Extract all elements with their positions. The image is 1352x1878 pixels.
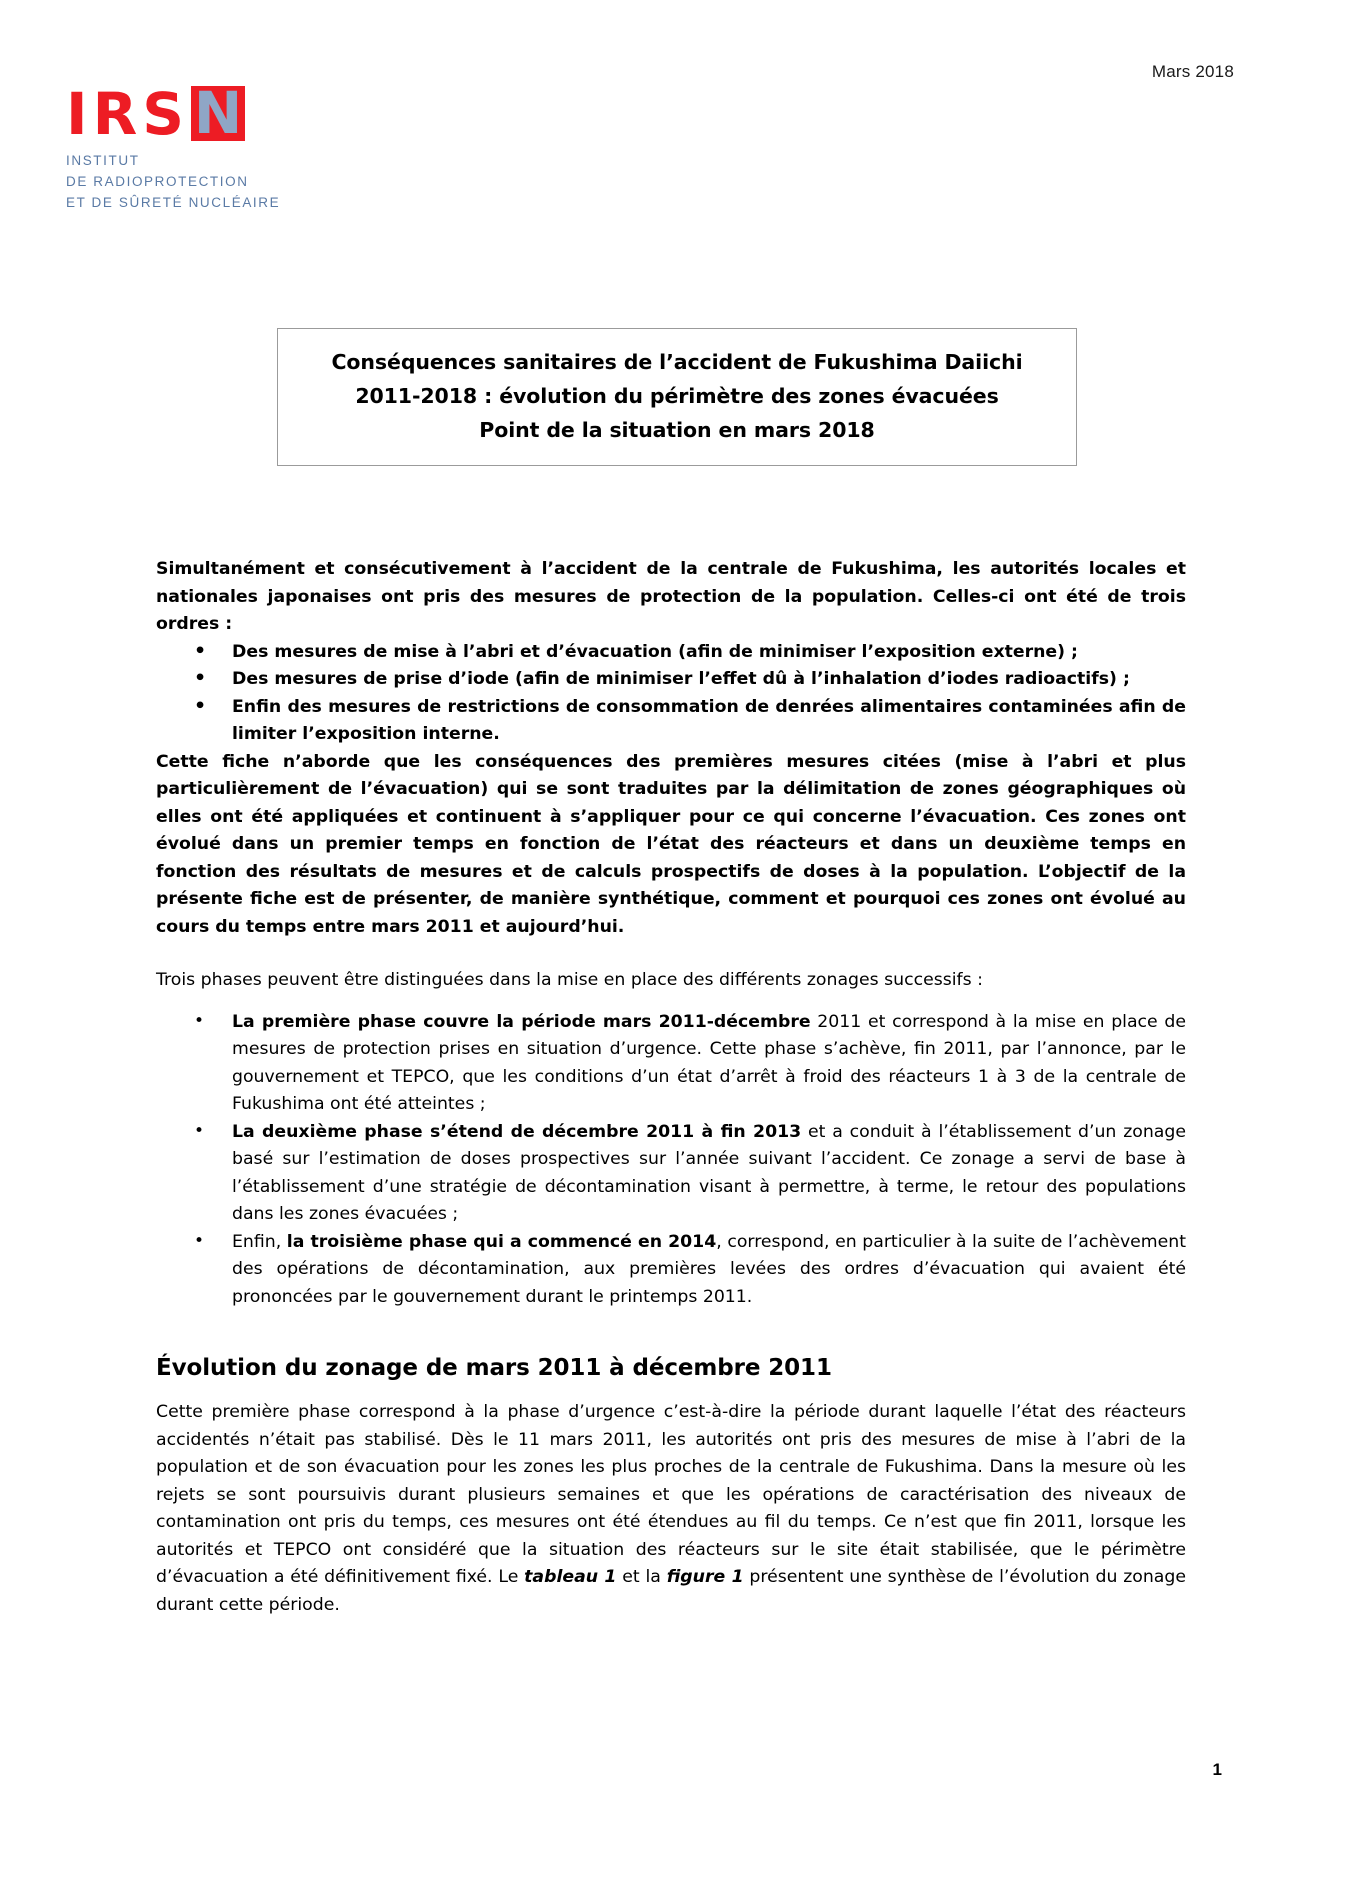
document-title-line-3: Point de la situation en mars 2018 <box>479 418 875 442</box>
irsn-logo-subtitle-line-2: DE RADIOPROTECTION <box>66 174 249 189</box>
phase-1-bold-label: La première phase couvre la période mars 2011-décembre <box>232 1011 811 1032</box>
list-item: • Des mesures de prise d’iode (afin de minimiser l’effet dû à l’inhalation d’iodes radioactifs) ; <box>156 666 1186 694</box>
section-paragraph <box>156 1399 1186 1619</box>
irsn-logo-n-text: N <box>193 79 243 147</box>
list-item <box>156 1009 1186 1119</box>
irsn-logo-subtitle-line-1: INSTITUT <box>66 153 140 168</box>
spacer <box>156 995 1186 1009</box>
document-title-line-1: Conséquences sanitaires de l’accident de Fukushima Daiichi <box>331 350 1023 374</box>
list-item <box>156 1119 1186 1229</box>
irsn-logo-subtitle <box>66 150 280 213</box>
irsn-logo-wordmark <box>66 79 245 148</box>
phase-1-text: 2011 et correspond à la mise en place de mesures de protection prises en situation d’urgence. Cette phase s’achève, fin 2011, par l’annonce, par le gouvernement et TEPCO, que les conditions d’un état d’arrêt à froid des réacteurs 1 à 3 de la centrale de Fukushima ont été atteintes ; <box>232 1011 1186 1114</box>
intro-paragraph-2: Cette fiche n’aborde que les conséquences des premières mesures citées (mise à l’abri et plus particulièrement de l’évacuation) qui se sont traduites par la délimitation de zones géographiques où elles ont été appliquées et continuent à s’appliquer pour ce qui concerne l’évacuation. Ces zones ont évolué dans un premier temps en fonction de l’état des réacteurs et dans un deuxième temps en fonction des résultats de mesures et de calculs prospectifs de doses à la population. L’objectif de la présente fiche est de présenter, de manière synthétique, comment et pourquoi ces zones ont évolué au cours du temps entre mars 2011 et aujourd’hui. <box>156 751 1186 937</box>
document-title-box <box>277 328 1077 466</box>
reference-tableau-1: tableau 1 <box>524 1567 617 1587</box>
spacer <box>156 941 1186 967</box>
document-title-line-2: 2011-2018 : évolution du périmètre des zones évacuées <box>355 384 999 408</box>
phase-3-bold-label: la troisième phase qui a commencé en 2014 <box>286 1231 717 1252</box>
header-date: Mars 2018 <box>1151 62 1234 81</box>
phase-2-bold-label: La deuxième phase s’étend de décembre 2011 à fin 2013 <box>232 1121 802 1142</box>
list-item: • Enfin des mesures de restrictions de consommation de denrées alimentaires contaminées afin de limiter l’exposition interne. <box>156 694 1186 749</box>
phase-2-text: et a conduit à l’établissement d’un zonage basé sur l’estimation de doses prospectives sur l’année suivant l’accident. Ce zonage a servi de base à l’établissement d’une stratégie de décontamination visant à permettre, à terme, le retour des populations dans les zones évacuées ; <box>232 1121 1186 1224</box>
section-heading: Évolution du zonage de mars 2011 à décembre 2011 <box>156 1355 832 1381</box>
page-number: 1 <box>1212 1760 1222 1779</box>
list-item <box>156 1229 1186 1312</box>
intro-paragraph: Simultanément et consécutivement à l’accident de la centrale de Fukushima, les autorités locales et nationales japonaises ont pris des mesures de protection de la population. Celles-ci ont été de trois ordres : <box>156 559 1186 634</box>
document-body <box>156 556 1186 1619</box>
reference-figure-1: figure 1 <box>666 1567 744 1587</box>
irsn-logo-subtitle-line-3: ET DE SÛRETÉ NUCLÉAIRE <box>66 195 281 210</box>
irsn-logo-n-block <box>191 79 245 147</box>
phases-list <box>156 1009 1186 1312</box>
irsn-logo <box>58 62 290 237</box>
phase-3-text: , correspond, en particulier à la suite de l’achèvement des opérations de décontamination, aux premières levées des ordres d’évacuation qui avaient été prononcées par le gouvernement durant le printemps 2011. <box>232 1231 1187 1307</box>
list-item: • Des mesures de mise à l’abri et d’évacuation (afin de minimiser l’exposition externe) ; <box>156 639 1186 667</box>
spacer <box>156 1385 1186 1399</box>
irsn-logo-irs-text: IRS <box>66 80 190 148</box>
section-paragraph-mid: et la <box>616 1567 667 1587</box>
section-paragraph-part-1: Cette première phase correspond à la phase d’urgence c’est-à-dire la période durant laquelle l’état des réacteurs accidentés n’était pas stabilisé. Dès le 11 mars 2011, les autorités ont pris des mesures de mise à l’abri de la population et de son évacuation pour les zones les plus proches de la centrale de Fukushima. Dans la mesure où les rejets se sont poursuivis durant plusieurs semaines et que les opérations de caractérisation des niveaux de contamination ont pris du temps, ces mesures ont été étendues au fil du temps. Ce n’est que fin 2011, lorsque les autorités et TEPCO ont considéré que la situation des réacteurs sur le site était stabilisée, que le périmètre d’évacuation a été définitivement fixé. Le <box>156 1402 1186 1587</box>
section-paragraph-part-2: présentent une synthèse de l’évolution du zonage durant cette période. <box>156 1567 1186 1615</box>
intro-measures-list <box>156 639 1186 749</box>
spacer <box>156 1311 1186 1351</box>
phases-lead-in: Trois phases peuvent être distinguées dans la mise en place des différents zonages successifs : <box>156 970 983 990</box>
phase-3-prefix: Enfin, <box>232 1231 287 1252</box>
